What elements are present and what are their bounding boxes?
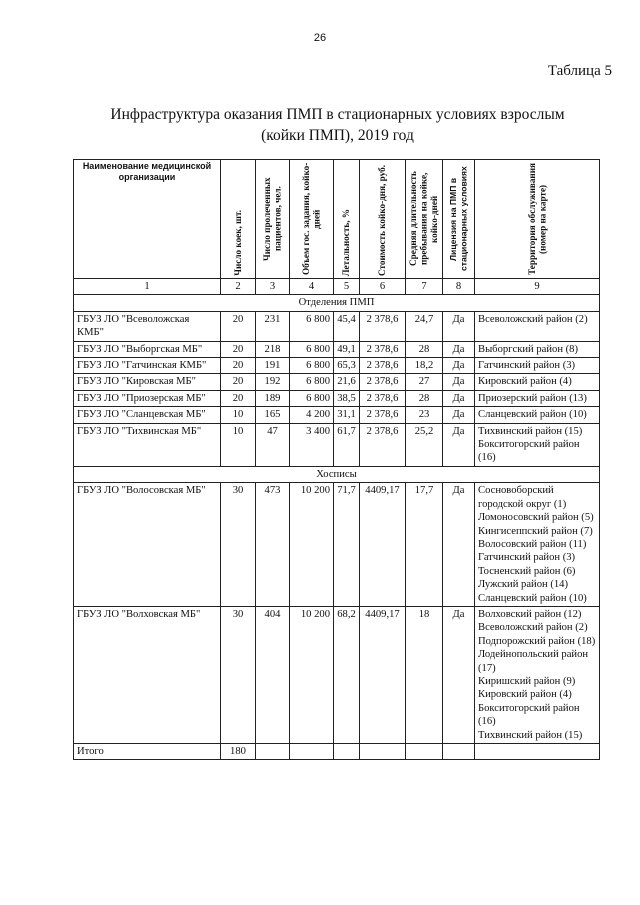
org-name-cell: ГБУЗ ЛО "Тихвинская МБ" xyxy=(74,423,221,466)
territory-cell xyxy=(475,311,600,341)
patients-cell: 191 xyxy=(256,358,290,374)
mortality-cell: 68,2 xyxy=(334,606,360,743)
territory-item: Тихвинский район (15) xyxy=(478,729,583,741)
beds-cell: 10 xyxy=(221,423,256,466)
territory-item: Гатчинский район (3) xyxy=(478,360,576,372)
territory-item: Приозерский район (13) xyxy=(478,392,587,404)
territory-item: Кировский район (4) xyxy=(478,376,572,388)
license-cell: Да xyxy=(443,311,475,341)
table-row xyxy=(74,407,600,423)
duration-cell: 18,2 xyxy=(406,358,443,374)
mortality-cell: 49,1 xyxy=(334,341,360,357)
territory-item: Гатчинский район (3) xyxy=(478,552,576,564)
org-name-cell: ГБУЗ ЛО "Кировская МБ" xyxy=(74,374,221,390)
header-cost: Стоимость койко-дня, руб. xyxy=(360,160,406,279)
territory-item: Сосновоборский городской округ (1) xyxy=(478,485,567,510)
cost-cell: 4409,17 xyxy=(360,606,406,743)
header-beds: Число коек, шт. xyxy=(221,160,256,279)
territory-item: Волосовский район (11) xyxy=(478,538,587,550)
org-name-cell: ГБУЗ ЛО "Гатчинская КМБ" xyxy=(74,358,221,374)
column-number-row xyxy=(74,279,600,295)
mortality-cell: 61,7 xyxy=(334,423,360,466)
patients-cell: 47 xyxy=(256,423,290,466)
license-cell: Да xyxy=(443,374,475,390)
header-volume: Объем гос. задания, койко-дней xyxy=(290,160,334,279)
beds-cell: 20 xyxy=(221,311,256,341)
patients-cell: 189 xyxy=(256,390,290,406)
table-row xyxy=(74,311,600,341)
territory-item: Лодейнопольский район (17) xyxy=(478,649,589,674)
total-row xyxy=(74,744,600,760)
territory-item: Лужский район (14) xyxy=(478,579,568,591)
duration-cell: 28 xyxy=(406,390,443,406)
header-territory: Территория обслуживания (номер на карте) xyxy=(475,160,600,279)
territory-item: Бокситогорский район (16) xyxy=(478,702,580,728)
patients-cell: 165 xyxy=(256,407,290,423)
table-row xyxy=(74,423,600,466)
territory-item: Всеволожский район (2) xyxy=(478,313,588,325)
org-name-cell: ГБУЗ ЛО "Всеволожская КМБ" xyxy=(74,311,221,341)
territory-item: Волховский район (12) xyxy=(478,608,582,620)
table-row xyxy=(74,358,600,374)
volume-cell: 3 400 xyxy=(290,423,334,466)
mortality-cell: 65,3 xyxy=(334,358,360,374)
org-name-cell: ГБУЗ ЛО "Приозерская МБ" xyxy=(74,390,221,406)
volume-cell: 4 200 xyxy=(290,407,334,423)
duration-cell: 17,7 xyxy=(406,483,443,607)
cost-cell: 2 378,6 xyxy=(360,358,406,374)
territory-item: Сланцевский район (10) xyxy=(478,592,587,604)
table-row xyxy=(74,390,600,406)
beds-cell: 20 xyxy=(221,341,256,357)
beds-cell: 20 xyxy=(221,390,256,406)
column-number: 9 xyxy=(475,279,600,295)
patients-cell: 404 xyxy=(256,606,290,743)
column-number: 8 xyxy=(443,279,475,295)
title-line-2: (койки ПМП), 2019 год xyxy=(261,127,414,144)
cost-cell: 2 378,6 xyxy=(360,374,406,390)
license-cell: Да xyxy=(443,341,475,357)
cost-cell: 4409,17 xyxy=(360,483,406,607)
header-mortality: Летальность, % xyxy=(334,160,360,279)
table-row xyxy=(74,374,600,390)
cost-cell: 2 378,6 xyxy=(360,423,406,466)
document-title xyxy=(80,104,595,146)
license-cell: Да xyxy=(443,423,475,466)
duration-cell: 24,7 xyxy=(406,311,443,341)
cost-cell: 2 378,6 xyxy=(360,407,406,423)
cost-cell: 2 378,6 xyxy=(360,390,406,406)
territory-cell xyxy=(475,358,600,374)
license-cell: Да xyxy=(443,606,475,743)
mortality-cell: 71,7 xyxy=(334,483,360,607)
patients-cell: 192 xyxy=(256,374,290,390)
header-license: Лицензия на ПМП в стационарных условиях xyxy=(443,160,475,279)
volume-cell: 6 800 xyxy=(290,341,334,357)
column-number: 4 xyxy=(290,279,334,295)
table-label: Таблица 5 xyxy=(547,63,612,79)
volume-cell: 6 800 xyxy=(290,311,334,341)
territory-item: Подпорожский район (18) xyxy=(478,635,596,647)
mortality-cell: 38,5 xyxy=(334,390,360,406)
column-number: 6 xyxy=(360,279,406,295)
volume-cell: 10 200 xyxy=(290,483,334,607)
mortality-cell: 45,4 xyxy=(334,311,360,341)
territory-cell xyxy=(475,423,600,466)
header-patients: Число пролеченных пациентов, чел. xyxy=(256,160,290,279)
org-name-cell: ГБУЗ ЛО "Сланцевская МБ" xyxy=(74,407,221,423)
column-number: 3 xyxy=(256,279,290,295)
beds-cell: 20 xyxy=(221,374,256,390)
territory-item: Тосненский район (6) xyxy=(478,565,576,577)
patients-cell: 218 xyxy=(256,341,290,357)
beds-cell: 10 xyxy=(221,407,256,423)
section-row-pmp xyxy=(74,295,600,311)
cost-cell: 2 378,6 xyxy=(360,311,406,341)
duration-cell: 27 xyxy=(406,374,443,390)
patients-cell: 231 xyxy=(256,311,290,341)
territory-item: Бокситогорский район (16) xyxy=(478,439,580,464)
cost-cell: 2 378,6 xyxy=(360,341,406,357)
duration-cell: 18 xyxy=(406,606,443,743)
column-number: 1 xyxy=(74,279,221,295)
territory-item: Ломоносовский район (5) xyxy=(478,512,594,524)
territory-item: Кировский район (4) xyxy=(478,689,572,701)
license-cell: Да xyxy=(443,407,475,423)
pmp-rows xyxy=(74,311,600,466)
territory-item: Всеволожский район (2) xyxy=(478,622,588,634)
page-number: 26 xyxy=(313,32,327,44)
total-label: Итого xyxy=(74,744,221,760)
volume-cell: 6 800 xyxy=(290,390,334,406)
section-title: Хосписы xyxy=(74,466,600,482)
territory-item: Киришский район (9) xyxy=(478,675,576,687)
column-number: 5 xyxy=(334,279,360,295)
section-title: Отделения ПМП xyxy=(74,295,600,311)
territory-item: Тихвинский район (15) xyxy=(478,425,583,437)
org-name-cell: ГБУЗ ЛО "Выборгская МБ" xyxy=(74,341,221,357)
territory-cell xyxy=(475,390,600,406)
org-name-cell: ГБУЗ ЛО "Волховская МБ" xyxy=(74,606,221,743)
territory-cell xyxy=(475,374,600,390)
total-beds: 180 xyxy=(221,744,256,760)
beds-cell: 30 xyxy=(221,483,256,607)
mortality-cell: 21,6 xyxy=(334,374,360,390)
patients-cell: 473 xyxy=(256,483,290,607)
duration-cell: 23 xyxy=(406,407,443,423)
territory-item: Выборгский район (8) xyxy=(478,343,578,355)
header-org-name: Наименование медицинской организации xyxy=(74,160,221,279)
license-cell: Да xyxy=(443,483,475,607)
hospice-rows xyxy=(74,483,600,744)
column-number: 7 xyxy=(406,279,443,295)
table-row xyxy=(74,341,600,357)
title-line-1: Инфраструктура оказания ПМП в стационарных условиях взрослым xyxy=(110,106,565,123)
territory-cell xyxy=(475,407,600,423)
license-cell: Да xyxy=(443,390,475,406)
beds-cell: 20 xyxy=(221,358,256,374)
territory-item: Кингисеппский район (7) xyxy=(478,525,593,537)
org-name-cell: ГБУЗ ЛО "Волосовская МБ" xyxy=(74,483,221,607)
volume-cell: 6 800 xyxy=(290,374,334,390)
territory-cell xyxy=(475,483,600,607)
beds-cell: 30 xyxy=(221,606,256,743)
license-cell: Да xyxy=(443,358,475,374)
table-row xyxy=(74,606,600,743)
section-row-hospices xyxy=(74,466,600,482)
mortality-cell: 31,1 xyxy=(334,407,360,423)
territory-cell xyxy=(475,341,600,357)
volume-cell: 6 800 xyxy=(290,358,334,374)
duration-cell: 25,2 xyxy=(406,423,443,466)
header-row xyxy=(74,160,600,279)
infrastructure-table xyxy=(73,159,600,760)
duration-cell: 28 xyxy=(406,341,443,357)
header-duration: Средняя длительность пребывания на койке, койко-дней xyxy=(406,160,443,279)
territory-item: Сланцевский район (10) xyxy=(478,409,587,421)
table-row xyxy=(74,483,600,607)
volume-cell: 10 200 xyxy=(290,606,334,743)
territory-cell xyxy=(475,606,600,743)
column-number: 2 xyxy=(221,279,256,295)
